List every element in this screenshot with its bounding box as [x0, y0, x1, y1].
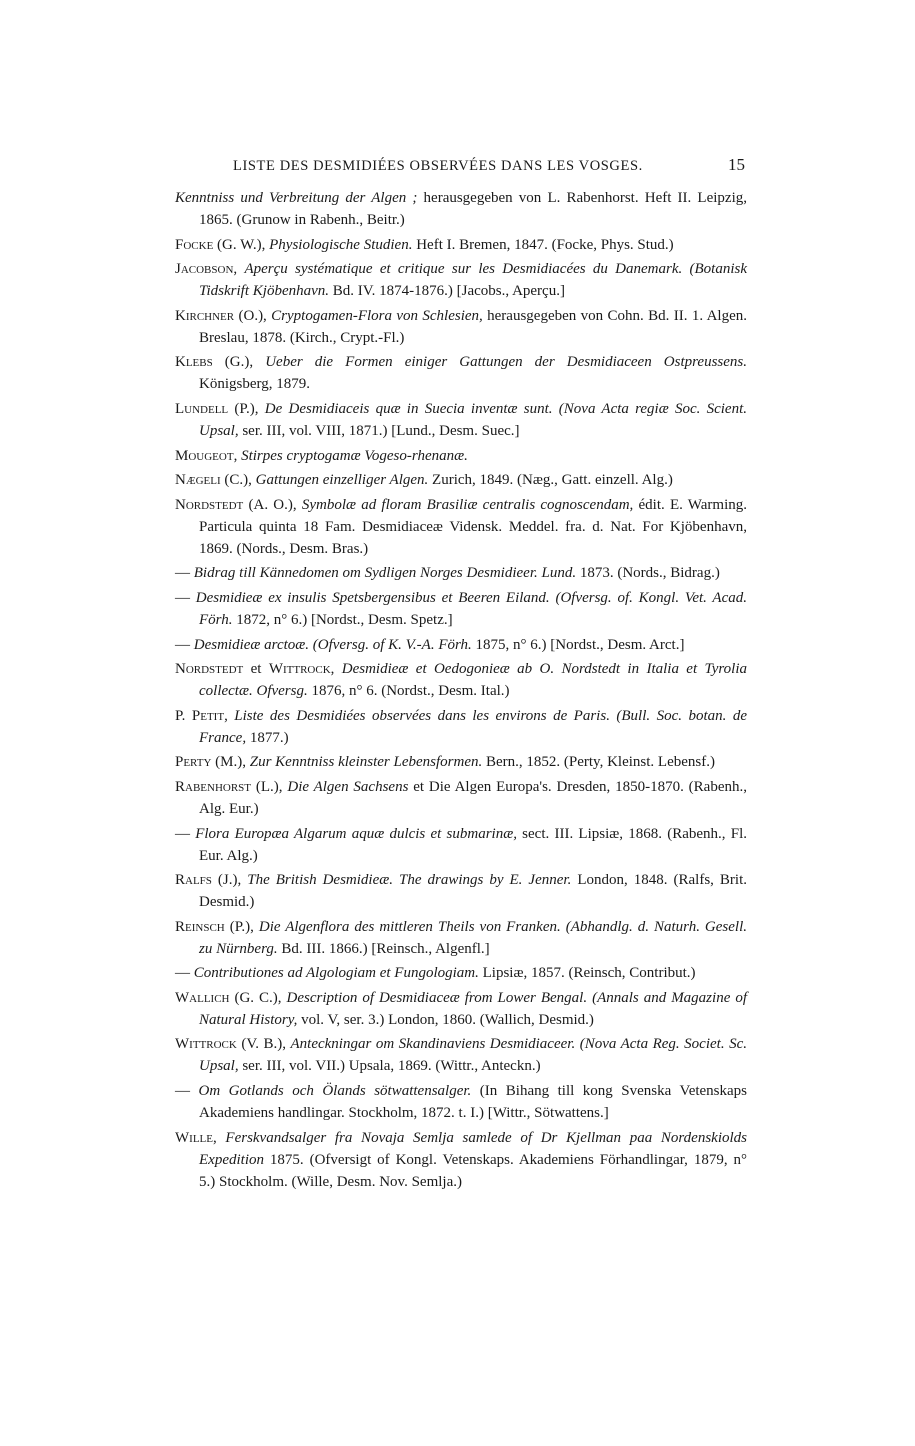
bibliography-entry: Wille, Ferskvandsalger fra Novaja Semlja samlede of Dr Kjellman paa Nordenskiolds Expedition 1875. (Ofversigt of Kongl. Vetenskaps. Akademiens Förhandlingar, 1879, n° 5.) Stockholm. (Wille, Desm. Nov. Semlja.): [175, 1129, 747, 1190]
bibliography-entry: Wittrock (V. B.), Anteckningar om Skandinaviens Desmidiaceer. (Nova Acta Reg. Societ. Sc. Upsal, ser. III, vol. VII.) Upsala, 1869. (Wittr., Anteckn.): [175, 1036, 747, 1075]
bibliography-list: [175, 187, 747, 1195]
bibliography-entry: Ralfs (J.), The British Desmidieæ. The drawings by E. Jenner. London, 1848. (Ralfs, Brit. Desmid.): [175, 872, 748, 911]
bibliography-entry: Jacobson, Aperçu systématique et critique sur les Desmidiacées du Danemark. (Botanisk Tidskrift Kjöbenhavn. Bd. IV. 1874-1876.) [Jacobs., Aperçu.]: [175, 261, 748, 300]
bibliography-entry: Reinsch (P.), Die Algenflora des mittleren Theils von Franken. (Abhandlg. d. Naturh. Gesell. zu Nürnberg. Bd. III. 1866.) [Reinsch., Algenfl.]: [175, 918, 748, 957]
bibliography-entry: — Desmidieæ arctoæ. (Ofversg. of K. V.-A. Förh. 1875, n° 6.) [Nordst., Desm. Arct.]: [175, 636, 685, 653]
bibliography-entry: — Om Gotlands och Ölands sötwattensalger. (In Bihang till kong Svenska Vetenskaps Akademiens handlingar. Stockholm, 1872. t. I.) [Wittr., Sötwattens.]: [175, 1083, 748, 1122]
bibliography-entry: — Contributiones ad Algologiam et Fungologiam. Lipsiæ, 1857. (Reinsch, Contribut.): [175, 965, 696, 982]
bibliography-entry: Nordstedt et Wittrock, Desmidieæ et Oedogonieæ ab O. Nordstedt in Italia et Tyrolia collectæ. Ofversg. 1876, n° 6. (Nordst., Desm. Ital.): [175, 661, 747, 700]
page-number: 15: [728, 155, 745, 174]
bibliography-entry: — Flora Europæa Algarum aquæ dulcis et submarinæ, sect. III. Lipsiæ, 1868. (Rabenh., Fl. Eur. Alg.): [175, 825, 747, 864]
bibliography-entry: Perty (M.), Zur Kenntniss kleinster Lebensformen. Bern., 1852. (Perty, Kleinst. Lebensf.): [175, 754, 715, 771]
page-header: [175, 155, 745, 180]
bibliography-entry: — Desmidieæ ex insulis Spetsbergensibus et Beeren Eiland. (Ofversg. of. Kongl. Vet. Acad. Förh. 1872, n° 6.) [Nordst., Desm. Spetz.]: [175, 589, 747, 628]
bibliography-entry: Kirchner (O.), Cryptogamen-Flora von Schlesien, herausgegeben von Cohn. Bd. II. 1. Algen. Breslau, 1878. (Kirch., Crypt.-Fl.): [175, 307, 748, 346]
bibliography-entry: Mougeot, Stirpes cryptogamæ Vogeso-rhenanæ.: [175, 447, 468, 464]
bibliography-entry: Nordstedt (A. O.), Symbolæ ad floram Brasiliæ centralis cognoscendam, édit. E. Warming. Particula quinta 18 Fam. Desmidiaceæ Vidensk. Meddel. fra. d. Nat. For Kjöbenhavn, 1869. (Nords., Desm. Bras.): [175, 496, 747, 557]
bibliography-entry: Nægeli (C.), Gattungen einzelliger Algen. Zurich, 1849. (Næg., Gatt. einzell. Alg.): [175, 472, 673, 489]
bibliography-entry: Wallich (G. C.), Description of Desmidiaceæ from Lower Bengal. (Annals and Magazine of Natural History, vol. V, ser. 3.) London, 1860. (Wallich, Desmid.): [175, 989, 747, 1028]
bibliography-entry: Rabenhorst (L.), Die Algen Sachsens et Die Algen Europa's. Dresden, 1850-1870. (Rabenh., Alg. Eur.): [175, 778, 747, 817]
bibliography-entry: — Bidrag till Kännedomen om Sydligen Norges Desmidieer. Lund. 1873. (Nords., Bidrag.): [175, 565, 720, 582]
bibliography-entry: Focke (G. W.), Physiologische Studien. Heft I. Bremen, 1847. (Focke, Phys. Stud.): [175, 236, 674, 253]
running-title: LISTE DES DESMIDIÉES OBSERVÉES DANS LES VOSGES.: [233, 158, 643, 174]
bibliography-entry: P. Petit, Liste des Desmidiées observées dans les environs de Paris. (Bull. Soc. botan. de France, 1877.): [175, 707, 748, 746]
bibliography-entry: Lundell (P.), De Desmidiaceis quæ in Suecia inventæ sunt. (Nova Acta regiæ Soc. Scient. Upsal, ser. III, vol. VIII, 1871.) [Lund., Desm. Suec.]: [175, 400, 747, 439]
bibliography-entry: Klebs (G.), Ueber die Formen einiger Gattungen der Desmidiaceen Ostpreussens. Königsberg, 1879.: [175, 354, 747, 393]
bibliography-entry: Kenntniss und Verbreitung der Algen ; herausgegeben von L. Rabenhorst. Heft II. Leipzig, 1865. (Grunow in Rabenh., Beitr.): [175, 190, 747, 228]
